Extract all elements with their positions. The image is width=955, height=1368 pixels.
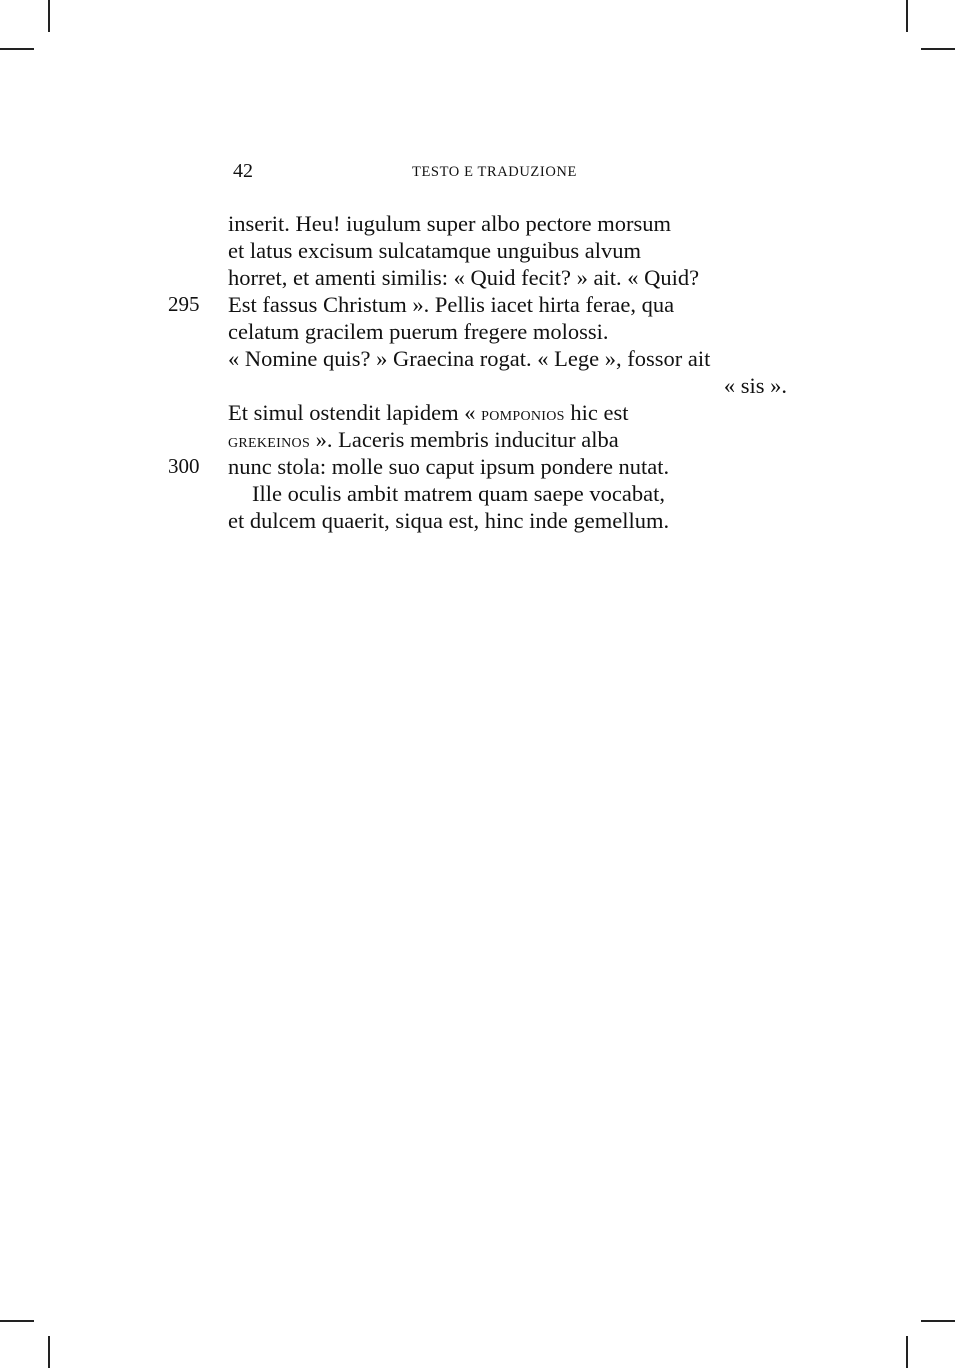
verse-text: « sis ». — [723, 373, 787, 398]
verse-line — [0, 345, 955, 372]
crop-mark — [906, 1336, 908, 1368]
verse-text: horret, et amenti similis: « Quid fecit? » ait. « Quid? — [228, 265, 700, 290]
verse-text — [228, 399, 628, 428]
verse-line — [0, 237, 955, 264]
verse-text-part: Et simul ostendit lapidem « — [228, 400, 482, 425]
crop-mark — [48, 0, 50, 32]
crop-mark — [48, 1336, 50, 1368]
verse-line — [0, 453, 955, 480]
verse-text — [228, 426, 619, 455]
verse-line — [0, 264, 955, 291]
verse-block — [0, 210, 955, 534]
verse-text: Est fassus Christum ». Pellis iacet hirta ferae, qua — [228, 292, 675, 317]
line-number: 300 — [168, 454, 200, 478]
running-head: TESTO E TRADUZIONE — [412, 164, 577, 180]
small-caps-name: grekeinos — [228, 431, 311, 452]
verse-text-part: hic est — [564, 400, 629, 425]
verse-line-continuation — [0, 372, 955, 399]
crop-mark — [921, 48, 955, 50]
verse-line — [0, 318, 955, 345]
verse-text: Ille oculis ambit matrem quam saepe vocabat, — [252, 481, 665, 506]
line-number: 295 — [168, 292, 200, 316]
verse-line — [0, 426, 955, 453]
verse-text: et dulcem quaerit, siqua est, hinc inde gemellum. — [228, 508, 670, 533]
verse-text: inserit. Heu! iugulum super albo pectore morsum — [228, 211, 672, 236]
crop-mark — [0, 1320, 34, 1322]
page-number: 42 — [233, 160, 253, 182]
page-header — [0, 160, 955, 188]
verse-text: celatum gracilem puerum fregere molossi. — [228, 319, 609, 344]
crop-mark — [906, 0, 908, 32]
crop-mark — [0, 48, 34, 50]
verse-line — [0, 507, 955, 534]
verse-text-part: ». Laceris membris inducitur alba — [310, 427, 619, 452]
verse-line — [0, 399, 955, 426]
small-caps-name: pomponios — [481, 404, 565, 425]
verse-text: nunc stola: molle suo caput ipsum pondere nutat. — [228, 454, 670, 479]
crop-mark — [921, 1320, 955, 1322]
verse-line — [0, 480, 955, 507]
verse-line — [0, 210, 955, 237]
verse-line — [0, 291, 955, 318]
verse-text: et latus excisum sulcatamque unguibus alvum — [228, 238, 642, 263]
verse-text: « Nomine quis? » Graecina rogat. « Lege », fossor ait — [228, 346, 711, 371]
